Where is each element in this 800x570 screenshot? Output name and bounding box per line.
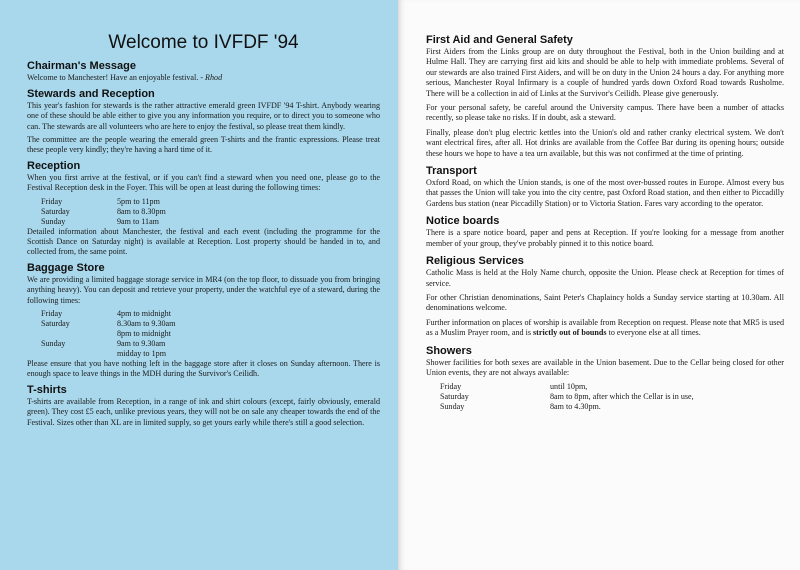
baggage-heading: Baggage Store xyxy=(27,262,105,275)
stewards-section xyxy=(27,88,380,155)
reception-paragraph-1: When you first arrive at the festival, or if you can't find a steward when you need one, please go to the Festival Reception desk in the Foyer. This will be open at least during the following times: xyxy=(27,173,380,193)
stewards-paragraph-1: This year's fashion for stewards is the rather attractive emerald green IVFDF '94 T-shirt. Anybody wearing one of these should be able either to give you any information you require, or to direct you to someone who can. The stewards are all volunteers who are here to enjoy the festival, so please treat them kindly. xyxy=(27,101,380,131)
left-page xyxy=(0,0,398,570)
religious-paragraph-2: For other Christian denominations, Saint Peter's Chaplaincy holds a Sunday service starting at 10.30am. All denominations welcome. xyxy=(426,292,784,313)
firstaid-heading: First Aid and General Safety xyxy=(426,34,573,46)
transport-paragraph-1: Oxford Road, on which the Union stands, is one of the most over-bussed routes in Europe. Almost every bus that passes the Union will take you into the city centre, past Oxford Road station, and then either to Piccadilly Gardens bus station (near Piccadilly Station) or to Victoria Station. Fares vary according to the operator. xyxy=(426,178,784,208)
table-row: Saturday 8am to 8.30pm xyxy=(41,206,166,216)
baggage-paragraph-2: Please ensure that you have nothing left in the baggage store after it closes on Sunday afternoon. There is enough space to leave things in the MDH during the Survivor's Ceilidh. xyxy=(27,358,380,379)
stewards-heading: Stewards and Reception xyxy=(27,88,155,101)
reception-times-table xyxy=(41,197,166,227)
baggage-paragraph-1: We are providing a limited baggage storage service in MR4 (on the top floor, to dissuade you from bringing anything heavy). You can deposit and retrieve your property, under the watchful eye of a steward, during the following times: xyxy=(27,275,380,305)
religious-paragraph-3: Further information on places of worship is available from Reception on request. Please note that MR5 is used as a Muslim Prayer room, and is strictly out of bounds to everyone else at all times. xyxy=(426,317,784,338)
reception-section xyxy=(27,160,380,257)
showers-paragraph-1: Shower facilities for both sexes are available in the Union basement. Due to the Cellar being closed for other Union events, they are not always available: xyxy=(426,357,784,377)
transport-heading: Transport xyxy=(426,165,477,178)
stewards-paragraph-2: The committee are the people wearing the emerald green T-shirts and the frantic expressions. Please treat these people very kindly; they're having a hard time of it. xyxy=(27,134,380,155)
tshirts-paragraph-1: T-shirts are available from Reception, in a range of ink and shirt colours (except, fairly obviously, emerald green). They cost £5 each, unlike previous years, they will not be on sale any cheaper towards the end of the Festival. Sizes other than XL are in limited supply, so get yours early while there's still a good selection. xyxy=(27,397,380,427)
firstaid-paragraph-2: For your personal safety, be careful around the University campus. There have been a number of attacks recently, so please take no risks. If in doubt, ask a steward. xyxy=(426,103,784,123)
showers-times-table xyxy=(440,382,694,412)
showers-heading: Showers xyxy=(426,344,472,357)
table-row: Sunday 9am to 9.30am xyxy=(41,338,166,348)
showers-section xyxy=(426,345,784,413)
chairman-text: Welcome to Manchester! Have an enjoyable festival. - Rhod xyxy=(27,73,223,82)
table-row: 8pm to midnight xyxy=(117,328,171,338)
out-of-bounds-emphasis: strictly out of bounds xyxy=(533,328,607,338)
table-row: Sunday 9am to 11am xyxy=(41,216,159,226)
notice-section xyxy=(426,215,784,249)
table-row: Friday 4pm to midnight xyxy=(41,308,171,318)
table-row: Sunday 8am to 4.30pm. xyxy=(440,402,601,412)
table-row: Saturday 8am to 8pm, after which the Cellar is in use, xyxy=(440,392,694,402)
baggage-times-table xyxy=(41,309,175,359)
tshirts-section xyxy=(27,384,380,428)
religious-section xyxy=(426,255,784,338)
reception-paragraph-2: Detailed information about Manchester, the festival and each event (including the programme for the Scottish Dance on Saturday night) is available at Reception. Lost property should be handed in to, and collected from, the same point. xyxy=(27,226,380,257)
baggage-section xyxy=(27,262,380,379)
reception-heading: Reception xyxy=(27,160,81,173)
chairman-heading: Chairman's Message xyxy=(27,60,136,72)
notice-heading: Notice boards xyxy=(426,215,500,228)
religious-paragraph-1: Catholic Mass is held at the Holy Name church, opposite the Union. Please check at Reception for times of service. xyxy=(426,268,784,288)
tshirts-heading: T-shirts xyxy=(27,384,67,397)
transport-section xyxy=(426,165,784,209)
firstaid-paragraph-3: Finally, please don't plug electric kettles into the Union's old and rather cranky electrical system. We don't want electrical fires, after all. Hot drinks are available from the Coffee Bar during its opening hours; outside these hours we hope to have a tea urn available, but this was not confirmed at the time of printing. xyxy=(426,127,784,158)
table-row: Friday until 10pm, xyxy=(440,382,588,392)
table-row: Friday 5pm to 11pm xyxy=(41,196,160,206)
notice-paragraph-1: There is a spare notice board, paper and pens at Reception. If you're looking for a message from another member of your group, they've probably pinned it to this notice board. xyxy=(426,228,784,248)
table-row: midday to 1pm xyxy=(117,348,167,358)
right-page xyxy=(398,0,800,570)
firstaid-section xyxy=(426,34,784,159)
chairman-section xyxy=(27,60,380,83)
firstaid-paragraph-1: First Aiders from the Links group are on duty throughout the Festival, both in the Union building and at Hulme Hall. They are carrying first aid kits and should be able to help with immediate problems. Several of our stewards are also trained First Aiders, and will be on duty in the Union 24 hours a day. For anything more serious, Manchester Royal Infirmary is a couple of hundred yards down Oxford Road towards Rusholme. There will be a collection in aid of Links at the Survivor's Ceilidh. Please give generously. xyxy=(426,47,784,98)
religious-heading: Religious Services xyxy=(426,255,524,268)
chairman-signature: - Rhod xyxy=(200,73,223,82)
page-title: Welcome to IVFDF '94 xyxy=(108,32,299,53)
table-row: Saturday 8.30am to 9.30am xyxy=(41,318,176,328)
